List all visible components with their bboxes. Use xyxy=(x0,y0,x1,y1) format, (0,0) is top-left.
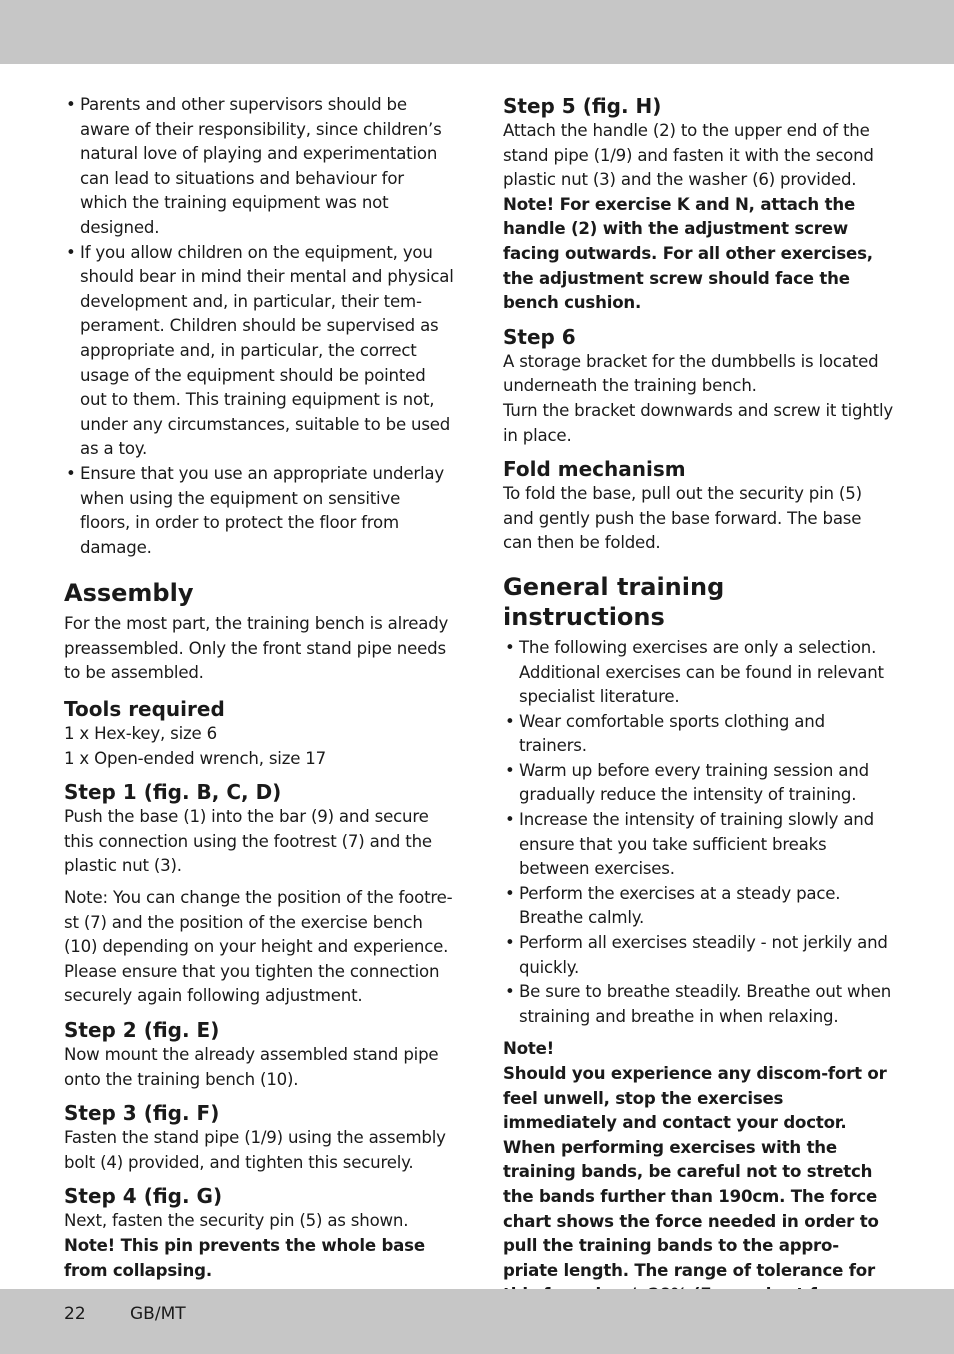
tools-line: 1 x Hex-key, size 6 xyxy=(64,724,217,744)
right-column xyxy=(503,93,893,1333)
step6-text: A storage bracket for the dumbbells is located underneath the training bench. xyxy=(503,351,879,396)
left-column xyxy=(64,93,454,1283)
step3-heading: Step 3 (fig. F) xyxy=(64,1101,220,1126)
header-band xyxy=(0,0,954,64)
step3-text: Fasten the stand pipe (1/9) using the assembly bolt (4) provided, and tighten this securely. xyxy=(64,1128,446,1172)
list-item: • Warm up before every training session and gradually reduce the intensity of training. xyxy=(505,760,869,805)
list-item: • Perform the exercises at a steady pace. Breathe calmly. xyxy=(505,883,841,928)
list-item: • If you allow children on the equipment, you should bear in mind their mental and physical development and, in particular, their tem-perament. Children should be supervised as appropriate and, in particular, the correct usage of the equipment should be pointed out to them. This training equipment is not, under any circumstances, suitable to be used as a toy. xyxy=(66,242,454,459)
step5-note: Note! For exercise K and N, attach the handle (2) with the adjustment screw facing outwards. For all other exercises, the adjustment screw should face the bench cushion. xyxy=(503,194,873,313)
training-note-label: Note! xyxy=(503,1039,555,1059)
fold-heading: Fold mechanism xyxy=(503,457,686,482)
training-bullet-list xyxy=(503,636,893,1030)
step5-text: Attach the handle (2) to the upper end of the stand pipe (1/9) and fasten it with the second plastic nut (3) and the washer (6) provided. xyxy=(503,121,874,190)
list-item: • Be sure to breathe steadily. Breathe out when straining and breathe in when relaxing. xyxy=(505,982,892,1026)
list-item: • Ensure that you use an appropriate underlay when using the equipment on sensitive floors, in order to protect the floor from damage. xyxy=(66,463,445,557)
country-code: GB/MT xyxy=(130,1304,186,1324)
safety-bullet-list xyxy=(64,93,454,560)
step4-heading: Step 4 (fig. G) xyxy=(64,1184,223,1209)
step2-heading: Step 2 (fig. E) xyxy=(64,1018,220,1042)
list-item: • Wear comfortable sports clothing and trainers. xyxy=(505,711,825,756)
training-note-text: Should you experience any discom-fort or feel unwell, stop the exercises immediately and contact your doctor. When performing exercises with the training bands, be careful not to stretch the bands further than 190cm. The force chart shows the force needed in order to pull the training bands to the appro-priate length. The range of tolerance for xyxy=(503,1064,887,1280)
list-item: • Increase the intensity of training slowly and ensure that you take sufficient breaks between exercises. xyxy=(505,810,874,879)
step6-text: Turn the bracket downwards and screw it tightly in place. xyxy=(503,400,893,445)
tools-heading: Tools required xyxy=(64,697,225,722)
step6-heading: Step 6 xyxy=(503,324,576,349)
page-number: 22 xyxy=(64,1304,86,1324)
list-item: • Parents and other supervisors should be aware of their responsibility, since children’s natural love of playing and experimentation can lead to situations and behaviour for which the training equipment was not designed. xyxy=(66,95,442,237)
step1-note: Note: You can change the position of the footre-st (7) and the position of the exercise bench (10) depending on your height and experience. Please ensure that you tighten the connection securely again following adjustment. xyxy=(64,888,453,1006)
tools-line: 1 x Open-ended wrench, size 17 xyxy=(64,748,327,768)
step4-text: Next, fasten the security pin (5) as shown. xyxy=(64,1211,409,1231)
training-heading: General training instructions xyxy=(503,572,725,631)
step5-heading: Step 5 (fig. H) xyxy=(503,94,662,118)
fold-text: To fold the base, pull out the security pin (5) and gently push the base forward. The base can then be folded. xyxy=(503,484,862,553)
assembly-text: For the most part, the training bench is already preassembled. Only the front stand pipe needs to be assembled. xyxy=(64,614,449,683)
step4-note: Note! This pin prevents the whole base from collapsing. xyxy=(64,1235,425,1280)
list-item: • Perform all exercises steadily - not jerkily and quickly. xyxy=(505,933,888,977)
assembly-heading: Assembly xyxy=(64,579,194,608)
step1-heading: Step 1 (fig. B, C, D) xyxy=(64,780,282,805)
step1-text: Push the base (1) into the bar (9) and secure this connection using the footrest (7) and the plastic nut (3). xyxy=(64,807,432,876)
list-item: • The following exercises are only a selection. Additional exercises can be found in relevant specialist literature. xyxy=(505,637,884,707)
step2-text: Now mount the already assembled stand pipe onto the training bench (10). xyxy=(64,1045,439,1089)
